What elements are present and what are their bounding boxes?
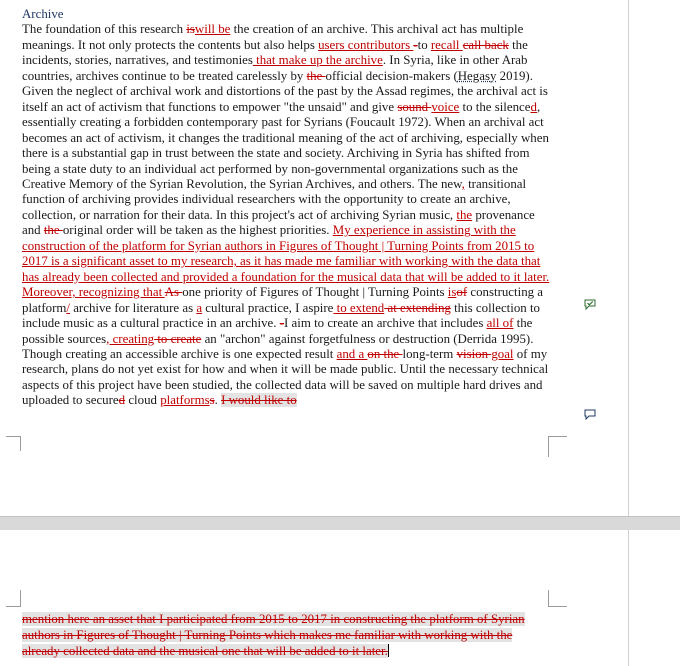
deleted-text: at extending bbox=[384, 300, 451, 315]
deleted-text: As bbox=[164, 285, 183, 300]
deleted-text: the bbox=[306, 68, 326, 83]
text-run: original order will be taken as the highest priorities. bbox=[62, 223, 333, 238]
text-run: the incidents, stories, narratives, and testimonies bbox=[22, 37, 528, 68]
deleted-text: on the bbox=[367, 346, 403, 361]
deleted-text: sound bbox=[397, 99, 432, 114]
text-run: this collection to include music as a cultural practice in an archive. bbox=[22, 300, 540, 331]
crop-mark bbox=[6, 590, 21, 607]
text-run: to the silence bbox=[459, 99, 531, 114]
deleted-text: the bbox=[43, 223, 63, 238]
document-body[interactable] bbox=[22, 7, 550, 409]
deleted-text: - bbox=[279, 316, 284, 331]
inserted-text: will be bbox=[194, 22, 231, 37]
deleted-text: s bbox=[209, 393, 215, 408]
text-run: transitional function of archiving provides individual researchers with the opportunity to create an archive, collection, or narration for their data. In this project's act of archiving Syrian music, bbox=[22, 176, 527, 222]
text-cursor bbox=[388, 644, 389, 657]
text-run: provenance and bbox=[22, 207, 535, 238]
text-run: archive for literature as bbox=[69, 300, 197, 315]
text-run: the creation of an archive. This archival act has multiple meanings. It not only protects the contents but also helps bbox=[22, 22, 524, 52]
inserted-text: all of bbox=[486, 316, 514, 331]
text-run: , essentially creating a forbidden contemporary past for Syrians (Foucault 1972). When an archival act becomes an act of activism, it changes the traditional meaning of the act of archiving, especially when there is a substantial gap in trust between the state and society. Archiving in Syria has shifted from being a state duty to an individual act performed by non-governmental organizations such as the Creative Memory of the Syrian Revolution, the Syrian Archives, and others. The new bbox=[22, 99, 549, 191]
inserted-text: My experience in assisting with the construction of the platform for Syrian authors in Figures of Thought | Turning Points from 2015 to 2017 is a significant asset to my research, as it has made me familiar with working with the data that has already been collected and provided a foundation for the musical data that will be added to it later. Moreover, recognizing that bbox=[22, 223, 550, 300]
deleted-text: mention here an asset that I participated from 2015 to 2017 in constructing the platform of Syrian authors in Figures of Thought | Turning Points which makes me familiar with working with the already collected data and the musical one that will be added to it later. bbox=[22, 612, 525, 658]
inserted-text: is bbox=[447, 285, 457, 300]
text-run: . In Syria, like in other Arab countries, archives continue to be treated carelessly by bbox=[22, 53, 528, 83]
inserted-text: goal bbox=[491, 346, 514, 361]
text-run: 2019). Given the neglect of archival work and distortions of the past by the Assad regimes, the archival act is itself an act of activism that functions to empower "the unsaid" and give bbox=[22, 68, 548, 114]
comment-margin-pane-2 bbox=[628, 530, 680, 666]
text-run: cultural practice, I aspire bbox=[202, 300, 334, 315]
inserted-text: , creating bbox=[106, 331, 155, 346]
deleted-text: of bbox=[456, 285, 468, 300]
text-run: The foundation of this research bbox=[22, 22, 187, 37]
text-run: constructing a platform bbox=[22, 285, 544, 315]
text-run: official decision-makers ( bbox=[325, 68, 458, 83]
inserted-text: the bbox=[456, 207, 473, 222]
deleted-text: vision bbox=[456, 346, 492, 361]
inserted-text: that make up the archive bbox=[252, 53, 383, 68]
crop-mark bbox=[548, 590, 567, 607]
inserted-text: users contributors bbox=[318, 37, 414, 52]
document-body-page-2[interactable] bbox=[22, 611, 550, 659]
comment-icon[interactable] bbox=[584, 409, 596, 420]
text-run: to bbox=[417, 37, 431, 52]
inserted-text: platforms bbox=[160, 393, 210, 408]
deleted-text: is bbox=[186, 22, 195, 37]
body-paragraph[interactable] bbox=[22, 22, 550, 408]
inserted-text: voice bbox=[431, 99, 460, 114]
text-run: long-term bbox=[402, 346, 457, 361]
inserted-text: / bbox=[66, 300, 70, 315]
flagged-word: Hegasy bbox=[457, 68, 497, 83]
deleted-text: to create bbox=[154, 331, 202, 346]
crop-mark bbox=[548, 436, 567, 457]
inserted-text: a bbox=[196, 300, 203, 315]
section-heading: Archive bbox=[22, 7, 64, 21]
deleted-text: call back bbox=[462, 37, 509, 52]
text-run: . bbox=[214, 393, 222, 408]
inserted-text: d bbox=[530, 99, 537, 114]
text-run: one priority of Figures of Thought | Turning Points bbox=[182, 285, 448, 300]
text-run: the possible sources bbox=[22, 316, 533, 346]
inserted-text: to extend bbox=[333, 300, 385, 315]
deleted-text: I would like to bbox=[221, 393, 297, 408]
deleted-text: - bbox=[413, 37, 418, 52]
deleted-text: d bbox=[118, 393, 126, 408]
text-run: cloud bbox=[125, 393, 161, 408]
comment-margin-pane bbox=[628, 0, 680, 516]
inserted-text: and a bbox=[336, 346, 368, 361]
comment-resolved-icon[interactable] bbox=[584, 299, 596, 310]
text-run: of my research, plans do not yet exist for how and when it will be made public. Until the necessary technical aspects of this project have been studied, the collected data will be saved on multiple hard drives and uploaded to secure bbox=[22, 346, 549, 408]
inserted-text: recall bbox=[430, 37, 463, 52]
inserted-text: , bbox=[461, 176, 465, 191]
text-run: an "archon" against forgetfulness or destruction (Derrida 1995). Though creating an accessible archive is one expected result bbox=[22, 331, 534, 361]
text-run: I aim to create an archive that includes bbox=[284, 316, 487, 331]
crop-mark bbox=[6, 436, 21, 451]
